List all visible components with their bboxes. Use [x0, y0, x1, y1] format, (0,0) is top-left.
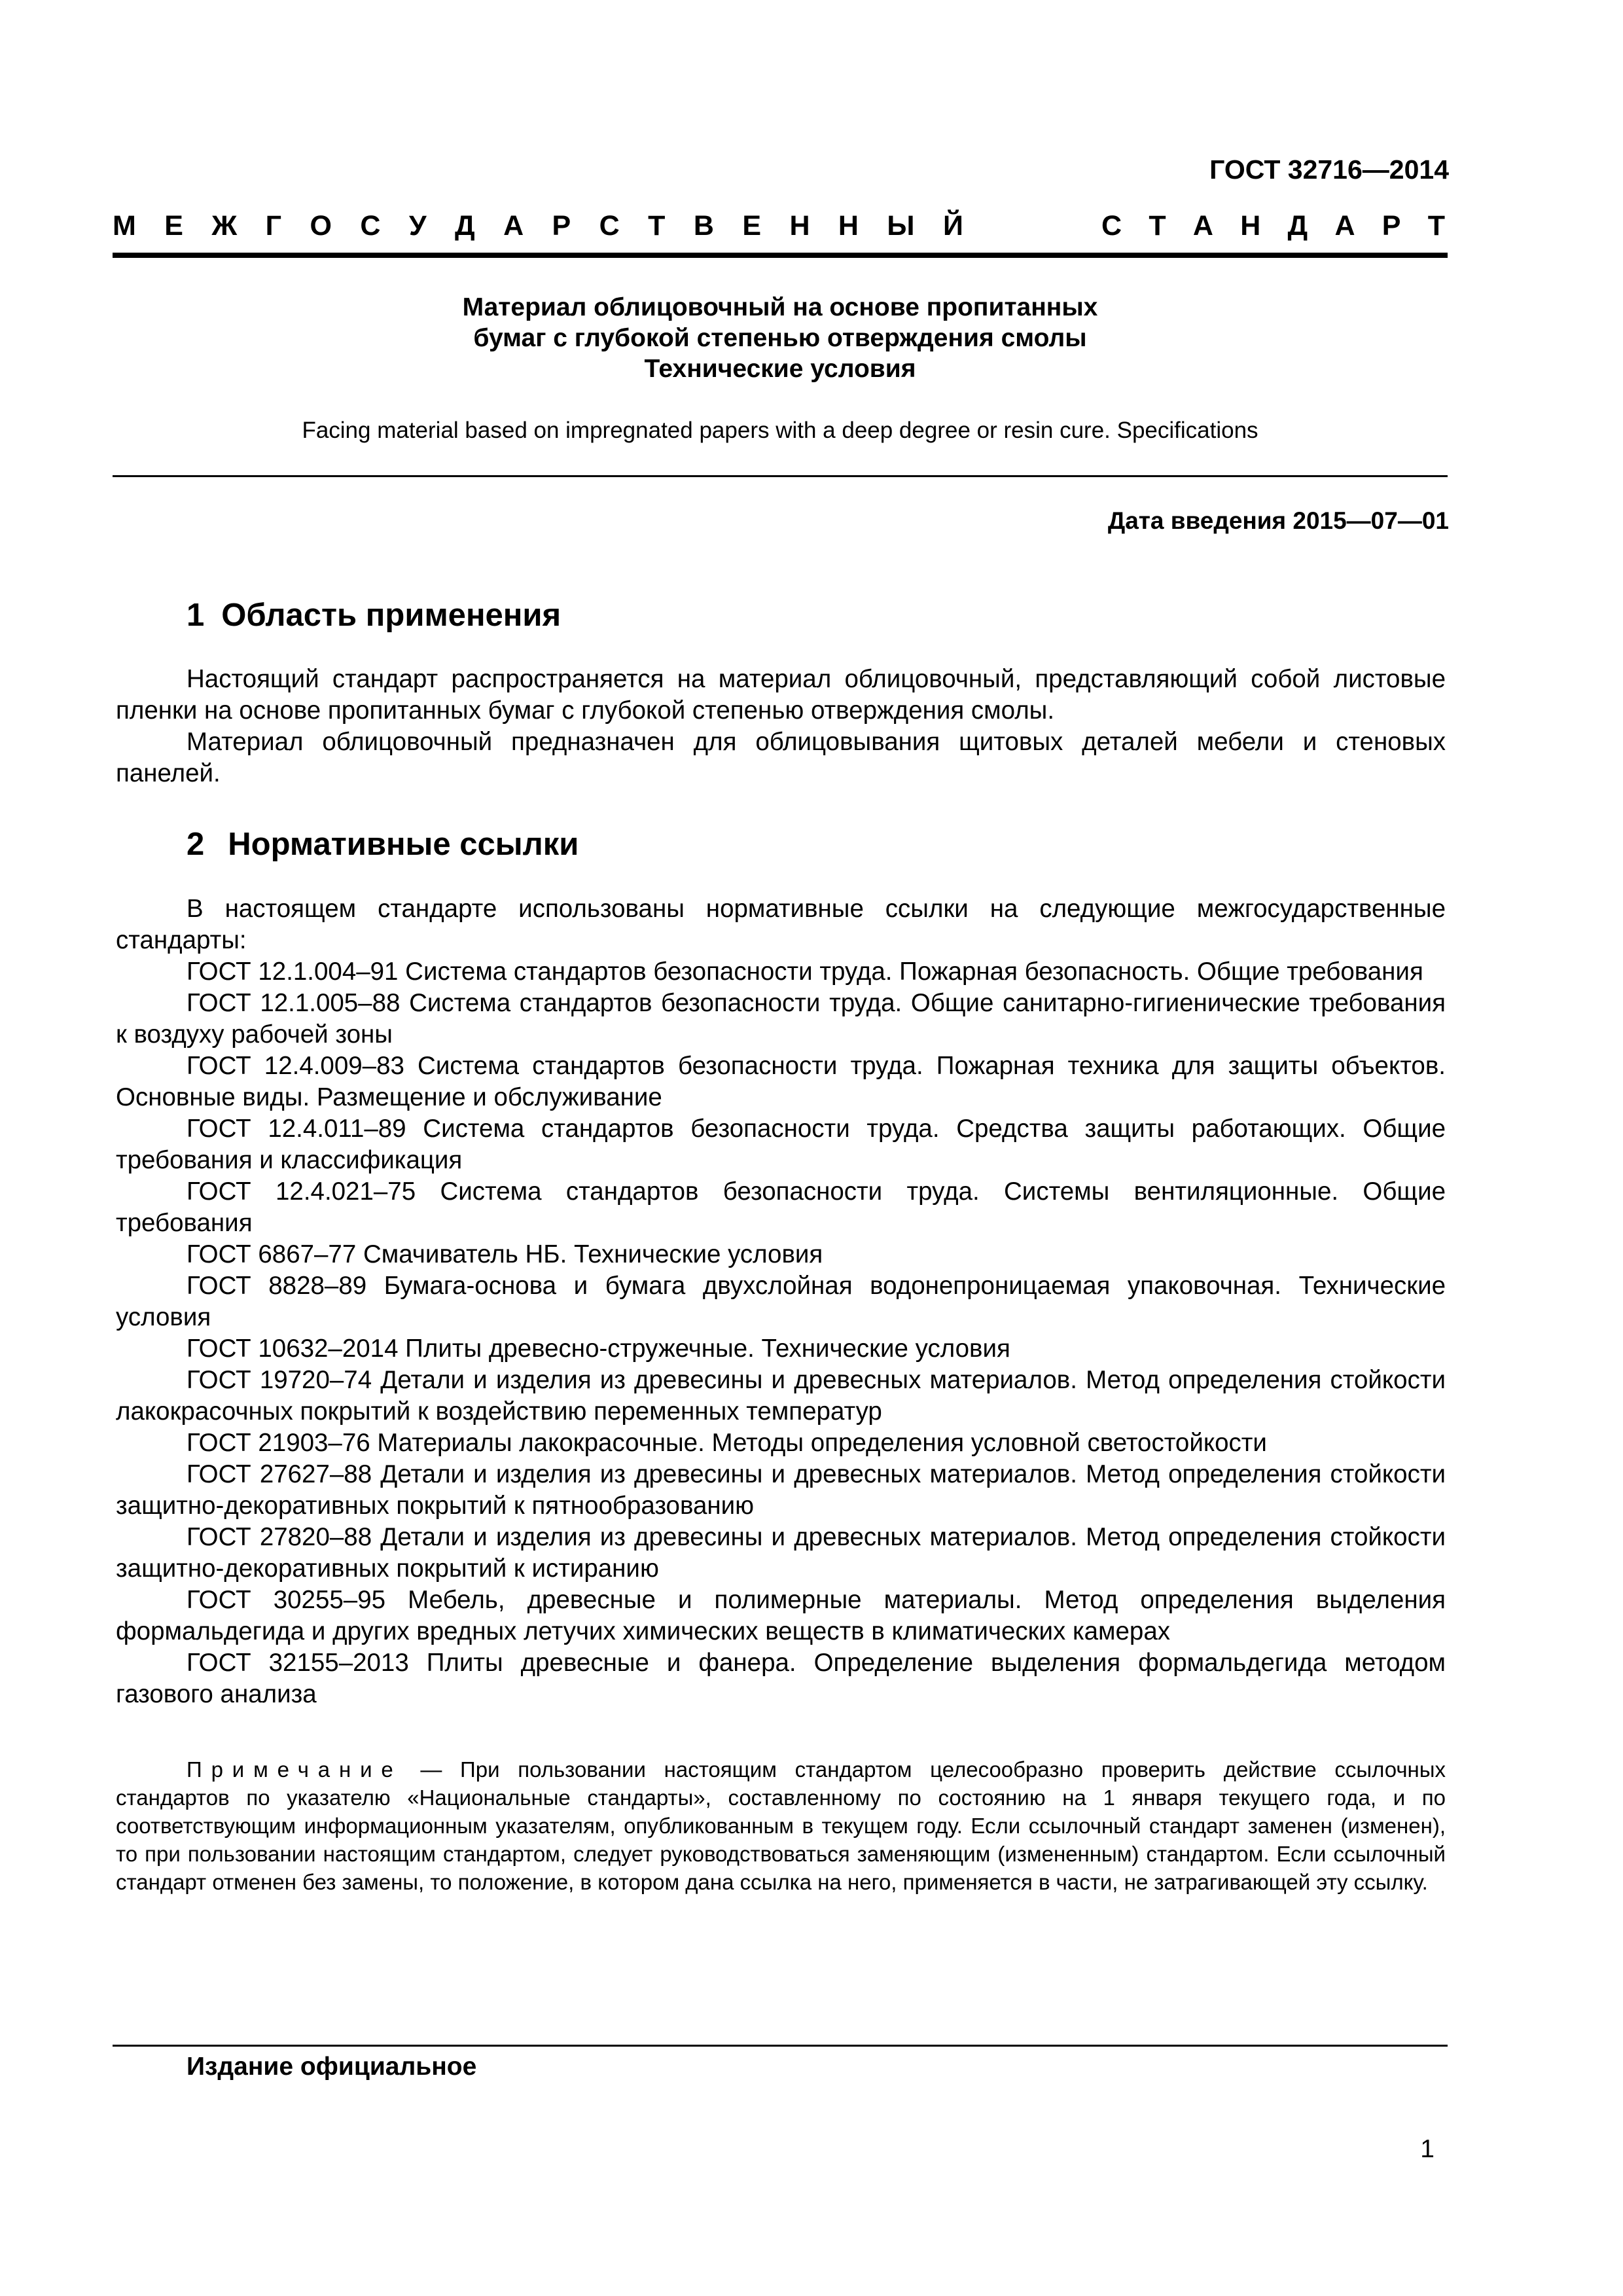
footer-rule [113, 2045, 1448, 2047]
banner-word-standard [1101, 210, 1445, 242]
section-1-body [116, 664, 1446, 789]
banner-letter: Р [1382, 210, 1401, 242]
date-of-introduction: Дата введения 2015—07—01 [1107, 507, 1449, 534]
banner-letter: Е [742, 210, 762, 242]
banner-letter: Й [942, 210, 963, 242]
banner-letter: С [360, 210, 381, 242]
section-title: Область применения [221, 598, 562, 633]
paragraph: В настоящем стандарте использованы нормативные ссылки на следующие межгосударственные стандарты: [116, 895, 1446, 954]
banner-letter: Ы [887, 210, 915, 242]
section-number: 2 [187, 827, 205, 862]
banner-letter: Ж [211, 210, 238, 242]
banner-word-interstate [113, 210, 963, 242]
reference-item: ГОСТ 12.4.009–83 Система стандартов безопасности труда. Пожарная техника для защиты объектов. Основные виды. Размещение и обслуживание [116, 1052, 1446, 1111]
standard-banner [113, 210, 1448, 242]
reference-item: ГОСТ 12.1.004–91 Система стандартов безопасности труда. Пожарная безопасность. Общие требования [187, 958, 1423, 986]
banner-letter: Р [552, 210, 571, 242]
title-line: Материал облицовочный на основе пропитанных [462, 293, 1098, 321]
banner-letter: Н [789, 210, 810, 242]
banner-letter: Д [455, 210, 475, 242]
reference-item: ГОСТ 32155–2013 Плиты древесные и фанера. Определение выделения формальдегида методом газового анализа [116, 1649, 1446, 1708]
reference-item: ГОСТ 8828–89 Бумага-основа и бумага двухслойная водонепроницаемая упаковочная. Технические условия [116, 1272, 1446, 1331]
reference-item: ГОСТ 21903–76 Материалы лакокрасочные. Методы определения условной светостойкости [187, 1429, 1267, 1457]
reference-item: ГОСТ 6867–77 Смачиватель НБ. Технические условия [187, 1240, 823, 1268]
banner-letter: С [1101, 210, 1122, 242]
section-title: Нормативные ссылки [228, 827, 579, 862]
section-number: 1 [187, 598, 205, 633]
note [116, 1755, 1446, 1896]
reference-item: ГОСТ 27627–88 Детали и изделия из древесины и древесных материалов. Метод определения стойкости защитно-декоративных покрытий к пятнообразованию [116, 1460, 1446, 1520]
reference-item: ГОСТ 12.4.021–75 Система стандартов безопасности труда. Системы вентиляционные. Общие требования [116, 1177, 1446, 1237]
gost-number: ГОСТ 32716—2014 [1209, 154, 1449, 185]
banner-letter: В [693, 210, 714, 242]
note-label: Примечание [187, 1757, 402, 1782]
page-number: 1 [1420, 2135, 1435, 2163]
note-paragraph [116, 1755, 1446, 1896]
banner-letter: У [408, 210, 427, 242]
section-2-heading [187, 826, 579, 863]
header-rule [113, 253, 1448, 258]
paragraph: Настоящий стандарт распространяется на материал облицовочный, представляющий собой листовые пленки на основе пропитанных бумаг с глубокой степенью отверждения смолы. [116, 665, 1446, 725]
banner-letter: С [599, 210, 620, 242]
banner-letter: Т [1427, 210, 1445, 242]
banner-letter: Н [838, 210, 859, 242]
banner-letter: Т [1149, 210, 1166, 242]
title-line: Технические условия [644, 355, 916, 383]
banner-letter: А [1334, 210, 1355, 242]
banner-letter: М [113, 210, 136, 242]
banner-letter: А [1192, 210, 1213, 242]
reference-item: ГОСТ 27820–88 Детали и изделия из древесины и древесных материалов. Метод определения стойкости защитно-декоративных покрытий к истиранию [116, 1523, 1446, 1583]
banner-letter: Д [1287, 210, 1308, 242]
reference-item: ГОСТ 19720–74 Детали и изделия из древесины и древесных материалов. Метод определения стойкости лакокрасочных покрытий к воздействию переменных температур [116, 1366, 1446, 1426]
english-title: Facing material based on impregnated papers with a deep degree or resin cure. Specifications [302, 418, 1258, 443]
reference-item: ГОСТ 30255–95 Мебель, древесные и полимерные материалы. Метод определения выделения формальдегида и других вредных летучих химических веществ в климатических камерах [116, 1586, 1446, 1645]
reference-item: ГОСТ 12.1.005–88 Система стандартов безопасности труда. Общие санитарно-гигиенические требования к воздуху рабочей зоны [116, 989, 1446, 1049]
reference-item: ГОСТ 12.4.011–89 Система стандартов безопасности труда. Средства защиты работающих. Общие требования и классификация [116, 1115, 1446, 1174]
banner-letter: Е [164, 210, 183, 242]
title-line: бумаг с глубокой степенью отверждения смолы [473, 324, 1087, 352]
official-edition-label: Издание официальное [187, 2053, 477, 2081]
banner-letter: Т [648, 210, 666, 242]
section-1-heading [187, 597, 561, 634]
section-2-body [116, 893, 1446, 1710]
reference-item: ГОСТ 10632–2014 Плиты древесно-стружечные. Технические условия [187, 1335, 1010, 1363]
paragraph: Материал облицовочный предназначен для облицовывания щитовых деталей мебели и стеновых панелей. [116, 728, 1446, 787]
banner-letter: Н [1240, 210, 1261, 242]
banner-letter: Г [265, 210, 282, 242]
banner-letter: А [503, 210, 524, 242]
document-title [113, 292, 1448, 384]
banner-letter: О [310, 210, 332, 242]
note-text: — При пользовании настоящим стандартом целесообразно проверить действие ссылочных стандартов по указателю «Национальные стандарты», составленному по состоянию на 1 января текущего года, и по соответствующим информационным указателям, опубликованным в текущем году. Если ссылочный стандарт заменен (изменен), то при пользовании настоящим стандартом, следует руководствоваться заменяющим (измененным) стандартом. Если ссылочный стандарт отменен без замены, то положение, в котором дана ссылка на него, применяется в части, не затрагивающей эту ссылку. [116, 1757, 1446, 1894]
title-rule [113, 475, 1448, 477]
